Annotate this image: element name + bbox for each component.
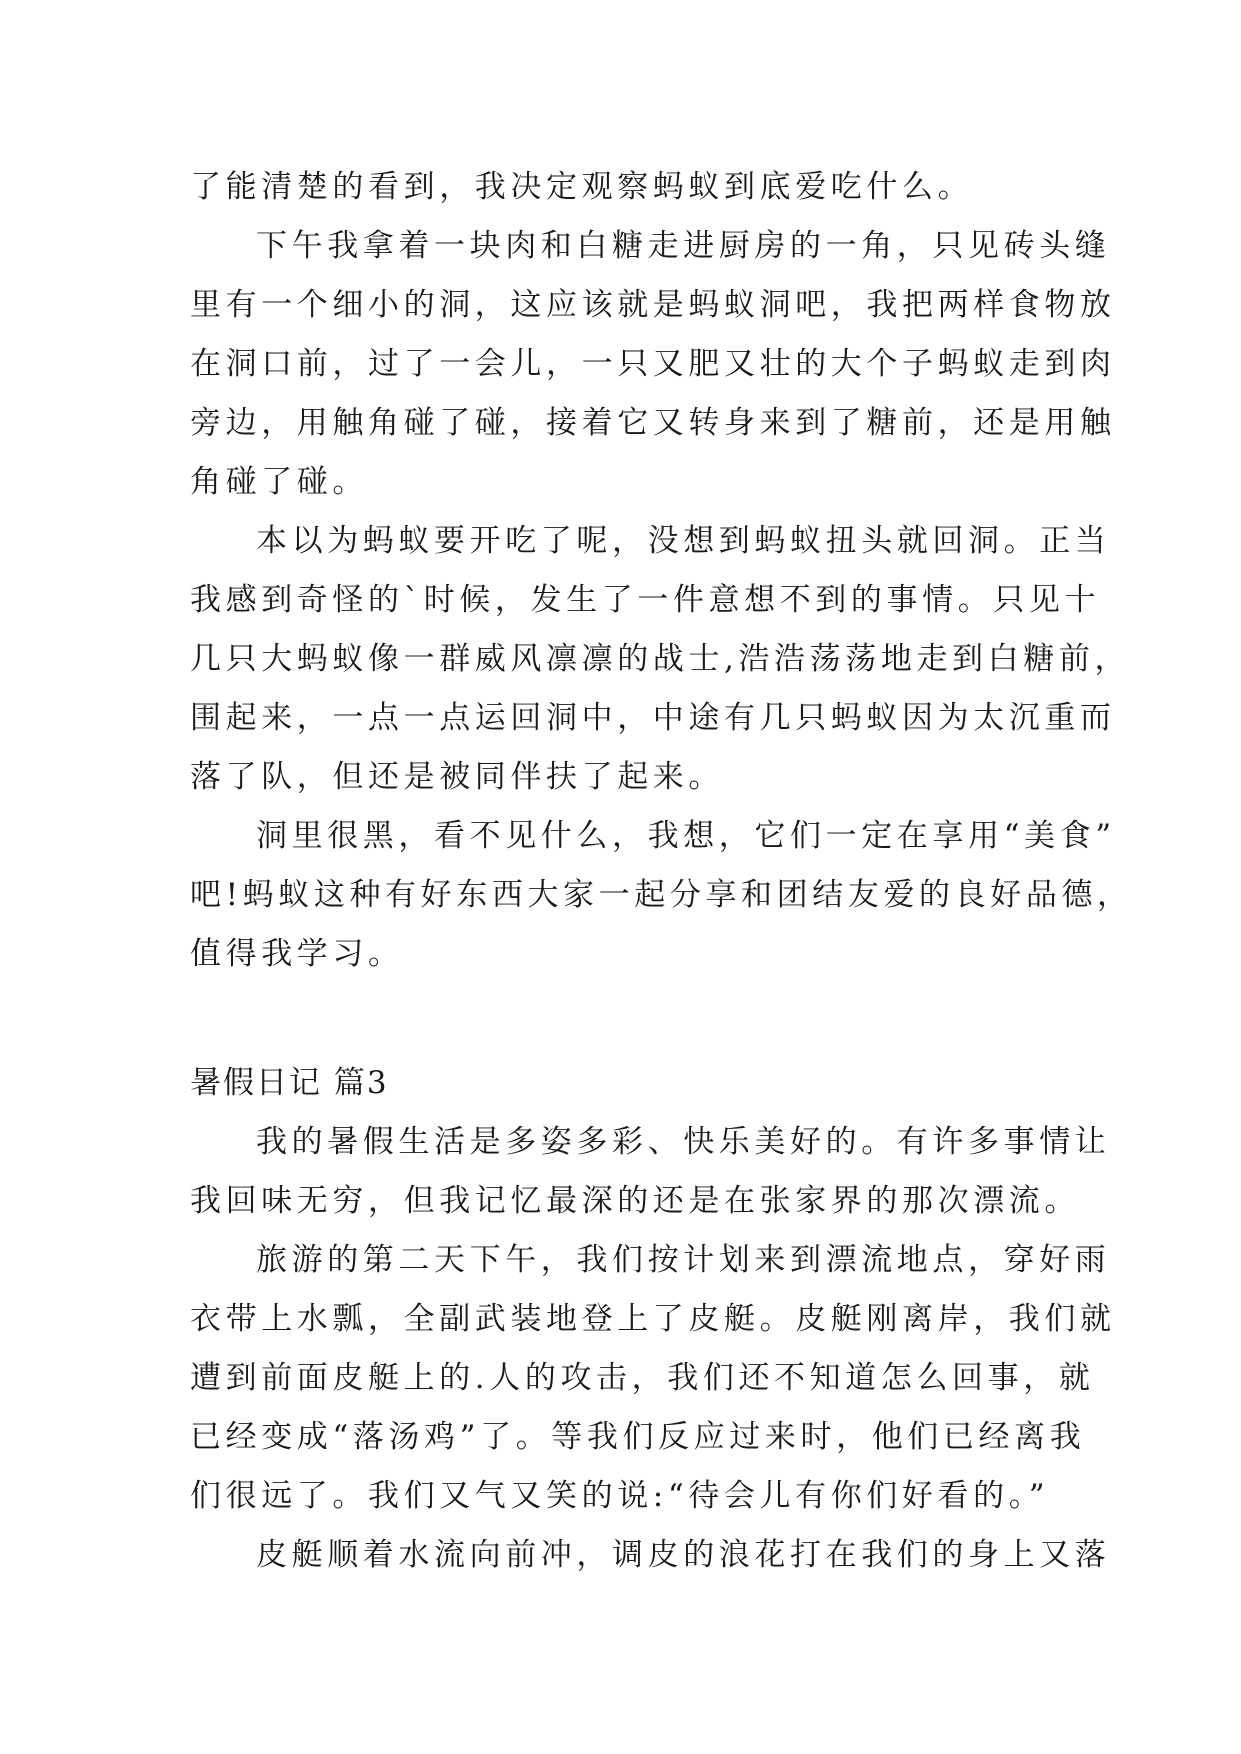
paragraph-line: 值得我学习。 [190,936,404,972]
section-spacer [190,984,1050,1054]
paragraph-line: 遭到前面皮艇上的.人的攻击，我们还不知道怎么回事，就 [190,1360,1095,1396]
paragraph-line: 衣带上水瓢，全副武装地登上了皮艇。皮艇刚离岸，我们就 [190,1301,1116,1337]
paragraph-line: 吧!蚂蚁这种有好东西大家一起分享和团结友爱的良好品德， [190,877,1133,913]
paragraph-line: 围起来，一点一点运回洞中，中途有几只蚂蚁因为太沉重而 [190,700,1116,736]
paragraph-line: 我回味无穷，但我记忆最深的还是在张家界的那次漂流。 [190,1183,1080,1219]
paragraph-line: 在洞口前，过了一会儿，一只又肥又壮的大个子蚂蚁走到肉 [190,346,1116,382]
paragraph-line: 角碰了碰。 [190,464,368,500]
paragraph-line: 我的暑假生活是多姿多彩、快乐美好的。有许多事情让 [256,1124,1111,1160]
paragraph-line: 里有一个细小的洞，这应该就是蚂蚁洞吧，我把两样食物放 [190,287,1116,323]
paragraph-line: 本以为蚂蚁要开吃了呢，没想到蚂蚁扭头就回洞。正当 [256,523,1111,559]
section-heading: 暑假日记 篇3 [190,1065,389,1101]
paragraph-line: 几只大蚂蚁像一群威风凛凛的战士,浩浩荡荡地走到白糖前， [190,641,1131,677]
paragraph-line: 洞里很黑，看不见什么，我想，它们一定在享用“美食” [256,818,1116,854]
paragraph-line: 我感到奇怪的`时候，发生了一件意想不到的事情。只见十 [190,582,1101,618]
document-body [190,158,1133,1585]
paragraph-line: 落了队，但还是被同伴扶了起来。 [190,759,724,795]
paragraph-line: 了能清楚的看到，我决定观察蚂蚁到底爱吃什么。 [190,169,974,205]
paragraph-line: 皮艇顺着水流向前冲，调皮的浪花打在我们的身上又落 [256,1537,1111,1573]
paragraph-line: 旁边，用触角碰了碰，接着它又转身来到了糖前，还是用触 [190,405,1116,441]
paragraph-line: 旅游的第二天下午，我们按计划来到漂流地点，穿好雨 [256,1242,1111,1278]
paragraph-line: 们很远了。我们又气又笑的说:“待会儿有你们好看的。” [190,1478,1050,1514]
paragraph-line: 已经变成“落汤鸡”了。等我们反应过来时，他们已经离我 [190,1419,1086,1455]
paragraph-line: 下午我拿着一块肉和白糖走进厨房的一角，只见砖头缝 [256,228,1111,264]
